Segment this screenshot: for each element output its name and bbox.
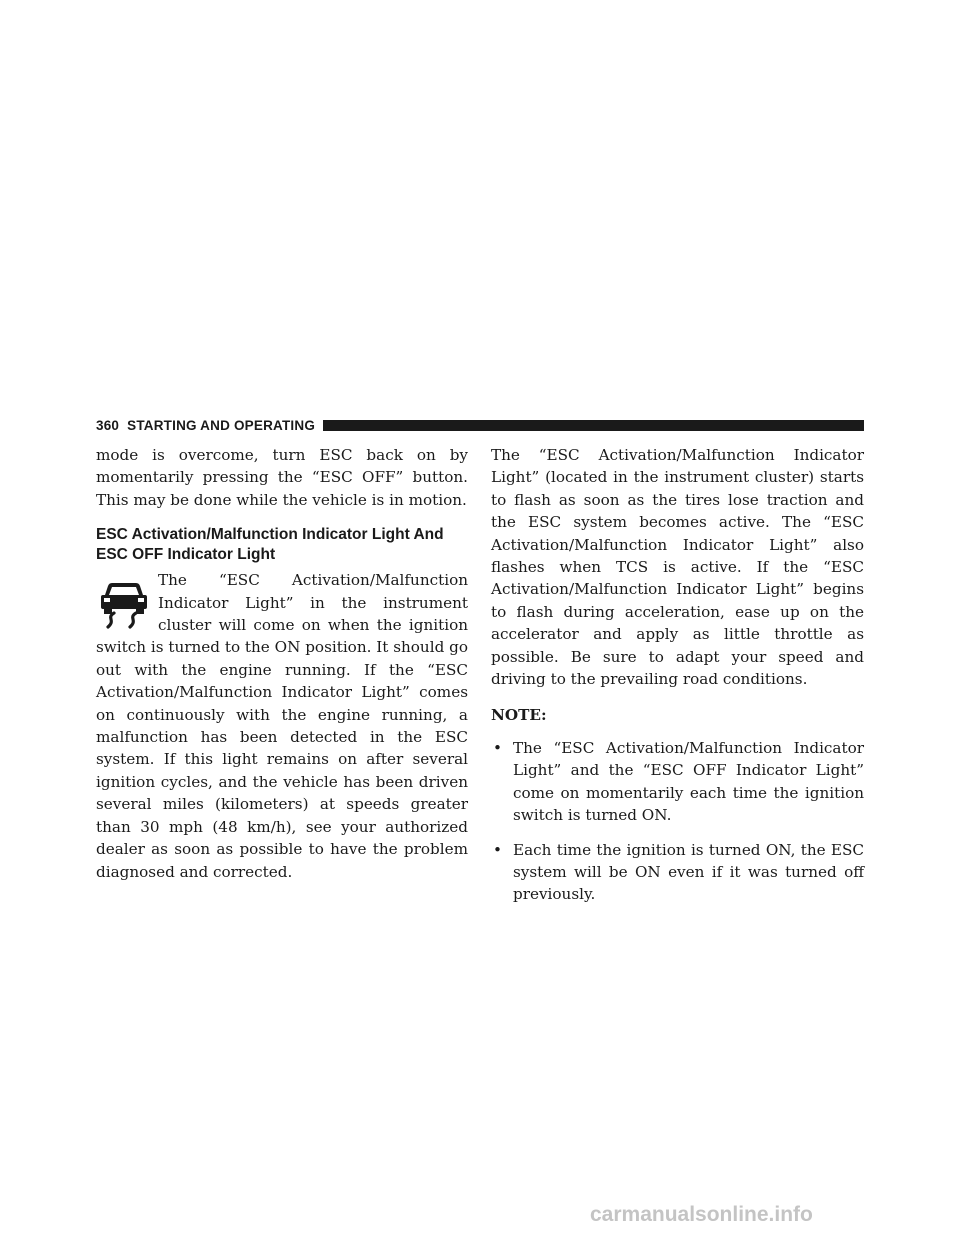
list-item-text: Each time the ignition is turned ON, the ESC system will be ON even if it was turned off previously. xyxy=(513,840,864,904)
page-number: 360 xyxy=(96,417,120,433)
header-rule xyxy=(323,420,864,431)
right-column xyxy=(491,444,864,918)
list-item xyxy=(491,737,864,827)
note-label: NOTE: xyxy=(491,706,547,725)
left-column xyxy=(96,444,468,893)
heading-line: ESC Activation/Malfunction Indicator Light And xyxy=(96,526,444,544)
paragraph: mode is overcome, turn ESC back on by momentarily pressing the “ESC OFF” button. This may be done while the vehicle is in motion. xyxy=(96,446,468,509)
page-header xyxy=(96,415,864,435)
section-heading xyxy=(96,525,468,565)
list-item xyxy=(491,839,864,906)
esc-skid-car-icon xyxy=(96,575,152,635)
section-title: STARTING AND OPERATING xyxy=(127,417,316,433)
paragraph: The “ESC Activation/Malfunction Indicator Light” in the instrument cluster will come on when the ignition switch is turned to the ON position. It should go out with the engine running. If the “ESC Activation/Malfunction Indicator Light” comes on continuously with the engine running, a malfunction has been detected in the ESC system. If this light remains on after several ignition cycles, and the vehicle has been driven several miles (kilometers) at speeds greater than 30 mph (48 km/h), see your authorized dealer as soon as possible to have the problem diagnosed and corrected. xyxy=(96,571,468,881)
paragraph: The “ESC Activation/Malfunction Indicator Light” (located in the instrument cluster) starts to flash as soon as the tires lose traction and the ESC system becomes active. The “ESC Activation/Malfunction Indicator Light” also flashes when TCS is active. If the “ESC Activation/Malfunction Indicator Light” begins to flash during acceleration, ease up on the accelerator and apply as little throttle as possible. Be sure to adapt your speed and driving to the prevailing road conditions. xyxy=(491,446,864,689)
bullet-icon: • xyxy=(493,738,502,757)
list-item-text: The “ESC Activation/Malfunction Indicator Light” and the “ESC OFF Indicator Light” come on momentarily each time the ignition switch is turned ON. xyxy=(513,738,864,825)
bullet-icon: • xyxy=(493,840,502,859)
heading-line: ESC OFF Indicator Light xyxy=(96,546,276,564)
watermark: carmanualsonline.info xyxy=(590,1203,813,1226)
